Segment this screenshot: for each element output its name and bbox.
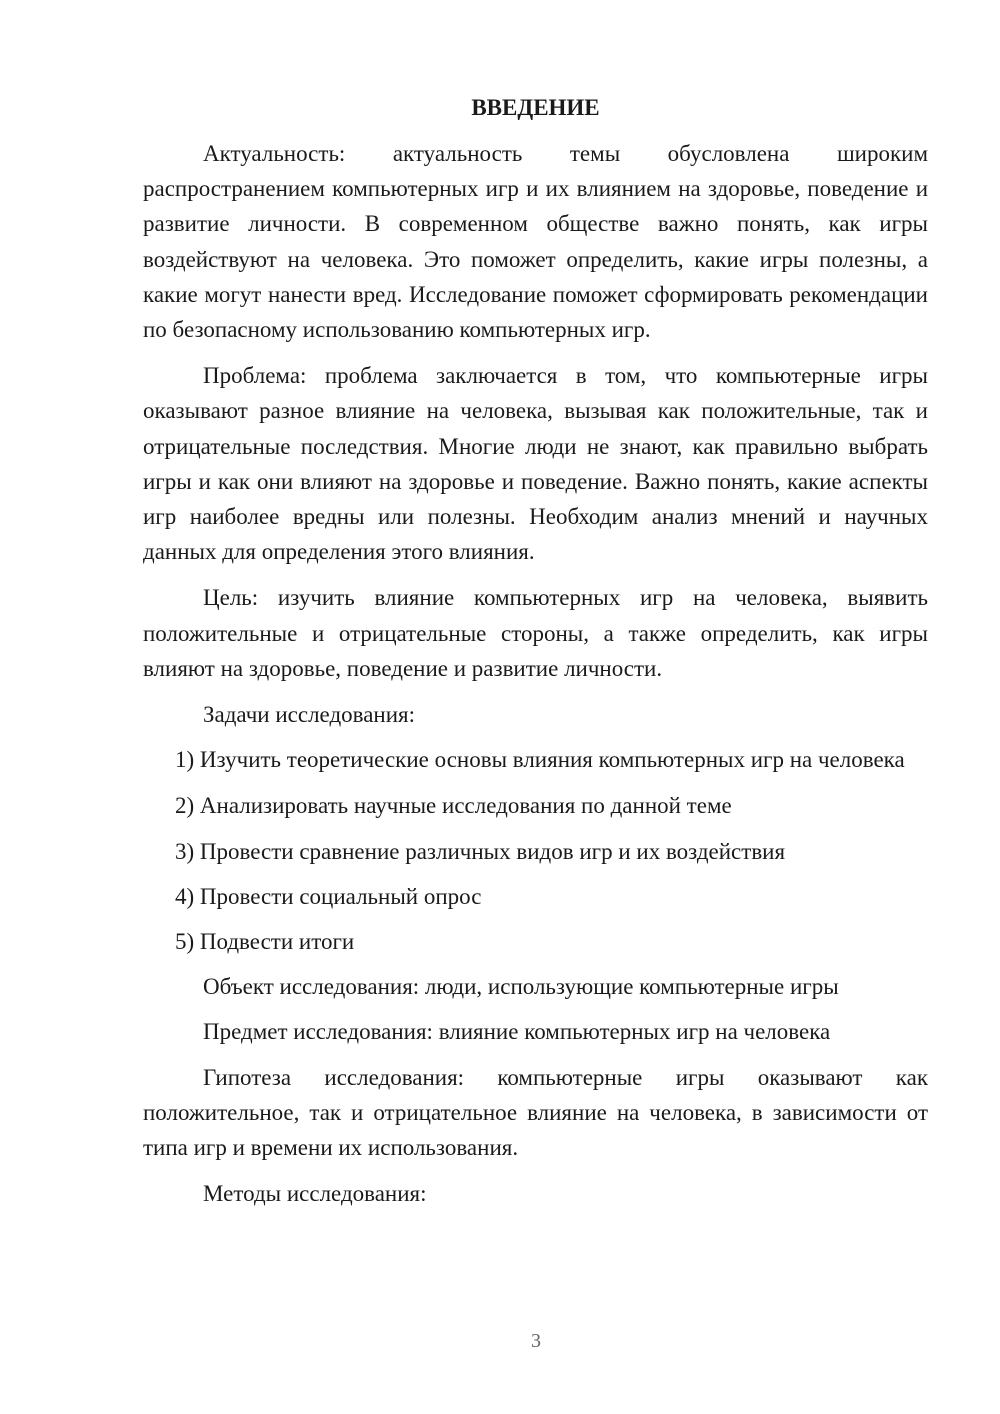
tasks-heading: Задачи исследования: bbox=[203, 702, 416, 728]
goal-paragraph: Цель: изучить влияние компьютерных игр на человека, выявить положительные и отрицательные стороны, а также определить, как игры влияют на здоровье, поведение и развитие личности. bbox=[143, 585, 928, 681]
problem-paragraph: Проблема: проблема заключается в том, что компьютерные игры оказывают разное влияние на человека, вызывая как положительные, так и отрицательные последствия. Многие люди не знают, как правильно выбрать игры и как они влияют на здоровье и поведение. Важно понять, какие аспекты игр наиболее вредны или полезны. Необходим анализ мнений и научных данных для определения этого влияния. bbox=[143, 363, 928, 565]
task-item-2: 2) Анализировать научные исследования по данной теме bbox=[175, 793, 732, 819]
section-title: ВВЕДЕНИЕ bbox=[471, 95, 600, 120]
page-number: 3 bbox=[531, 1330, 541, 1352]
task-item-1: 1) Изучить теоретические основы влияния компьютерных игр на человека bbox=[175, 747, 905, 773]
task-item-4: 4) Провести социальный опрос bbox=[175, 883, 482, 909]
object-line: Объект исследования: люди, использующие компьютерные игры bbox=[203, 974, 839, 1000]
hypothesis-paragraph: Гипотеза исследования: компьютерные игры оказывают как положительное, так и отрицательное влияние на человека, в зависимости от типа игр и времени их использования. bbox=[143, 1064, 928, 1161]
relevance-paragraph: Актуальность: актуальность темы обусловлена широким распространением компьютерных игр и их влиянием на здоровье, поведение и развитие личности. В современном обществе важно понять, как игры воздействуют на человека. Это поможет определить, какие игры полезны, а какие могут нанести вред. Исследование поможет сформировать рекомендации по безопасному использованию компьютерных игр. bbox=[143, 141, 928, 343]
task-item-5: 5) Подвести итоги bbox=[175, 929, 355, 955]
subject-line: Предмет исследования: влияние компьютерных игр на человека bbox=[203, 1019, 831, 1045]
methods-heading: Методы исследования: bbox=[203, 1181, 427, 1207]
task-item-3: 3) Провести сравнение различных видов игр и их воздействия bbox=[175, 838, 786, 864]
page-content bbox=[143, 90, 928, 1221]
